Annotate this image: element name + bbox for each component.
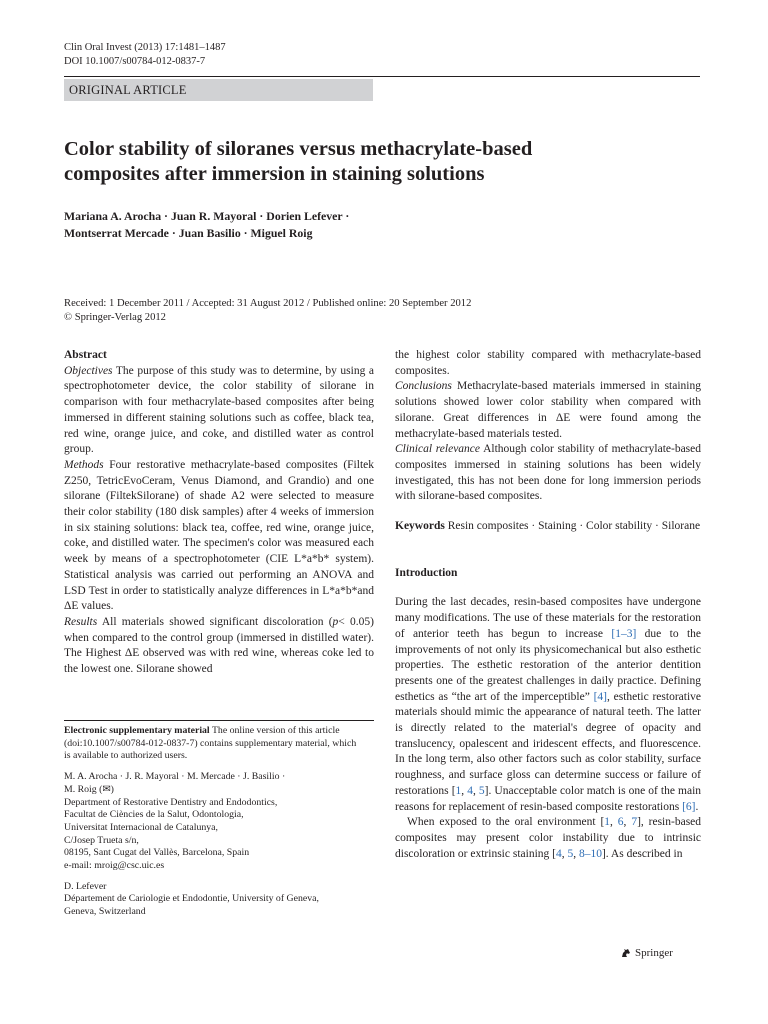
citation-link[interactable]: 1 [604,816,611,829]
title-line: composites after immersion in staining solutions [64,163,485,185]
keywords-text: Resin composites · Staining · Color stability · Silorane [444,520,701,533]
citation-separator: , [610,816,618,829]
clinical-text: Although color stability of methacrylate-based composites immersed in staining solutions has been widely investigated, this has not been done for long immersion periods with silorane-based composites. [395,443,702,503]
methods-text: Four restorative methacrylate-based composites (Filtek Z250, TetricEvoCeram, Venus Diamond, and Grandio) and one silorane (FiltekSilorane) of shade A2 were selected to measure their color stability (180 disk samples) after 4 weeks of immersion in six staining solutions: black tea, coffee, red wine, orange juice, coke, and distilled water. The specimen's color was measured each week by means of a spectrophotometer (CIE L*a*b* system). Statistical analysis was carried out performing an ANOVA and LSD Test in order to statistically analyze differences in L*a*b*and ΔE values. [64,458,374,613]
footnote-rule [64,720,374,721]
keywords-label: Keywords [395,520,445,533]
citation-separator: , [623,816,632,829]
affiliation-1-names: M. Roig (✉) [64,783,114,795]
results-label: Results [64,615,98,628]
affiliation-2-line: Geneva, Switzerland [64,906,146,918]
introduction-heading: Introduction [395,566,458,579]
publisher-name: Springer [635,947,673,959]
abstract-results [64,615,374,678]
citation-link[interactable]: [4] [593,690,607,703]
esm-text: The online version of this article (doi:10.1007/s00784-012-0837-7) contains supplementary material, which is available to authorized users. [64,725,357,762]
results-text-b: < 0.05) when compared to the control group (immersed in distilled water). The Highest ΔE observed was with red wine, whereas coke led to the lowest one. Silorane showed [64,615,374,676]
affiliation-1-names: M. A. Arocha · J. R. Mayoral · M. Mercade · J. Basilio · [64,771,286,783]
intro-text: During the last decades, resin-based composites have undergone many modifications. The use of these materials for the restoration of anterior teeth has begun to increase [395,596,701,640]
corresponding-email[interactable]: e-mail: mroig@csc.uic.es [64,860,165,872]
affiliation-1-line: Facultat de Ciències de la Salut, Odontologia, [64,809,244,821]
intro-text: When exposed to the oral environment [ [407,816,605,829]
authors-line: Montserrat Mercade · Juan Basilio · Miguel Roig [64,225,313,240]
citation-link[interactable]: 7 [631,816,638,829]
affiliation-2-line: Département de Cariologie et Endodontie, University of Geneva, [64,893,319,905]
citation-link[interactable]: [6] [682,800,696,813]
citation-link[interactable]: 4 [555,847,562,860]
citation-separator: , [461,784,468,797]
citation-link[interactable]: 1 [455,784,462,797]
intro-paragraph-2 [395,815,701,862]
clinical-label: Clinical relevance [395,443,481,456]
article-type-label: ORIGINAL ARTICLE [64,79,373,101]
results-continued: the highest color stability compared with methacrylate-based composites. [395,349,701,377]
springer-horse-icon [620,947,632,959]
dates-line: Received: 1 December 2011 / Accepted: 31 August 2012 / Published online: 20 September 2012 [64,298,472,309]
authors-line: Mariana A. Arocha · Juan R. Mayoral · Dorien Lefever · [64,209,350,223]
citation-link[interactable]: 6 [617,816,624,829]
author-list [64,208,624,241]
publisher-logo [620,946,673,960]
citation-link[interactable]: 5 [567,847,574,860]
affiliation-1-line: Universitat Internacional de Catalunya, [64,821,218,833]
citation-separator: , [561,847,568,860]
abstract-methods [64,458,374,615]
doi[interactable]: DOI 10.1007/s00784-012-0837-7 [64,56,206,67]
abstract-left-column [64,348,374,678]
intro-text: due to the improvements of not only its physicomechanical but also esthetic properties. The esthetic restoration of the anterior dentition presents one of the greatest challenges in daily practice. Defining esthetics as “the art of the imperceptible” [395,627,702,703]
keywords [395,519,701,535]
objectives-text: The purpose of this study was to determine, by using a spectrophotometer device, the color stability of silorane in comparison with four methacrylate-based composites after being immersed in different staining solutions such as coffee, black tea, red wine, orange juice, and coke, and distilled water as control group. [64,364,374,456]
results-text-a: All materials showed significant discoloration ( [97,615,333,628]
title-line: Color stability of siloranes versus methacrylate-based [64,138,533,160]
affiliation-2-name: D. Lefever [64,880,107,892]
esm-label: Electronic supplementary material [64,725,210,736]
intro-text: , esthetic restorative materials should mimic the appearance of natural teeth. The latter is directly related to the material's degree of opacity and translucency, opalescent and iridescent effects, and fluorescence. In the long term, also other factors such as color stability, surface roughness, and surface gloss can determine success or failure of restorations [ [395,690,702,797]
header-rule [64,76,700,77]
citation-separator: , [573,847,579,860]
intro-text: . [695,800,699,813]
conclusions-label: Conclusions [395,380,452,393]
citation-link[interactable]: 4 [467,784,473,797]
abstract-right-column [395,348,701,862]
intro-text: ], resin-based composites may present color instability due to intrinsic discoloration or extrinsic staining [ [395,816,702,860]
citation-link[interactable]: [1–3] [611,627,637,640]
affiliation-1-line: Department of Restorative Dentistry and Endodontics, [64,796,278,808]
article-title [64,137,664,187]
intro-text: ]. Unacceptable color match is one of the main reasons for replacement of resin-based composite restorations [395,784,702,813]
citation-separator: , [472,784,479,797]
abstract-clinical-relevance [395,442,701,505]
publication-dates [64,297,624,324]
citation-link[interactable]: 5 [478,784,485,797]
abstract-objectives [64,364,374,458]
p-value-symbol: p [332,615,339,628]
affiliation-1-line: 08195, Sant Cugat del Vallès, Barcelona, Spain [64,847,250,859]
copyright-line: © Springer-Verlag 2012 [64,311,166,323]
affiliation-1-line: C/Josep Trueta s/n, [64,834,139,846]
objectives-label: Objectives [64,364,113,377]
footnotes [64,725,364,919]
abstract-conclusions [395,379,701,442]
methods-label: Methods [64,458,104,471]
intro-paragraph-1 [395,595,701,815]
abstract-heading: Abstract [64,349,107,361]
intro-text: ]. As described in [601,847,683,860]
citation-link[interactable]: 8–10 [578,847,602,860]
journal-citation: Clin Oral Invest (2013) 17:1481–1487 [64,42,226,53]
esm-note [64,725,364,763]
conclusions-text: Methacrylate-based materials immersed in staining solutions showed lower color stability when compared with silorane. Great differences in ΔE were found among the methacrylate-based materials tested. [395,380,701,440]
